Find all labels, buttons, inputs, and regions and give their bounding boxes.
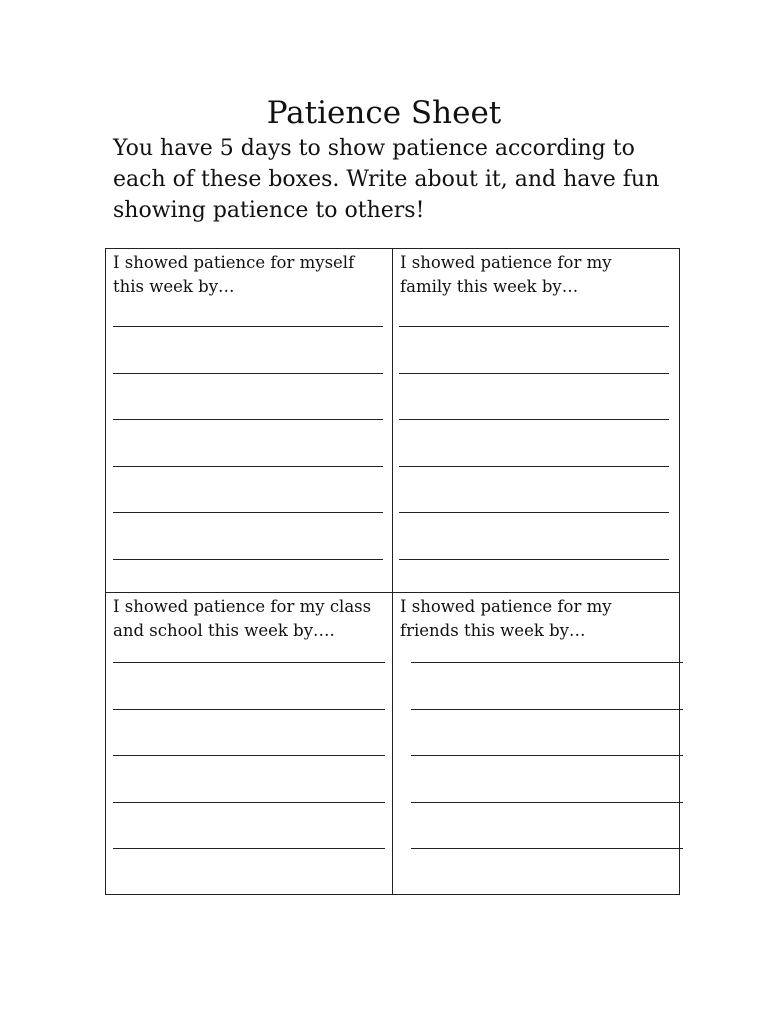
writing-line[interactable]	[399, 512, 669, 513]
box-friends	[393, 593, 679, 894]
box-class-school	[106, 593, 393, 894]
prompt-line: I showed patience for myself	[113, 253, 355, 272]
prompt-line: I showed patience for my	[400, 253, 612, 272]
box-prompt	[113, 251, 385, 299]
writing-line[interactable]	[113, 326, 383, 327]
box-prompt	[400, 595, 672, 643]
writing-line[interactable]	[399, 326, 669, 327]
instructions-line: showing patience to others!	[113, 198, 425, 223]
prompt-line: I showed patience for my class	[113, 597, 372, 616]
writing-line[interactable]	[113, 709, 385, 710]
prompt-line: family this week by…	[400, 277, 579, 296]
writing-line[interactable]	[113, 419, 383, 420]
writing-line[interactable]	[399, 559, 669, 560]
writing-line[interactable]	[411, 709, 683, 710]
box-prompt	[113, 595, 385, 643]
instructions-line: each of these boxes. Write about it, and have fun	[113, 167, 660, 192]
writing-line[interactable]	[113, 559, 383, 560]
prompt-line: and school this week by….	[113, 621, 335, 640]
page-title: Patience Sheet	[266, 95, 502, 131]
writing-line[interactable]	[113, 802, 385, 803]
box-myself	[106, 249, 393, 593]
prompt-line: this week by…	[113, 277, 235, 296]
instructions-line: You have 5 days to show patience according to	[113, 136, 635, 161]
writing-line[interactable]	[113, 662, 385, 663]
writing-line[interactable]	[399, 466, 669, 467]
writing-line[interactable]	[113, 512, 383, 513]
writing-line[interactable]	[113, 755, 385, 756]
writing-line[interactable]	[411, 755, 683, 756]
prompt-line: friends this week by…	[400, 621, 586, 640]
box-family	[393, 249, 679, 593]
writing-line[interactable]	[113, 848, 385, 849]
writing-line[interactable]	[113, 466, 383, 467]
writing-line[interactable]	[411, 848, 683, 849]
writing-line[interactable]	[399, 419, 669, 420]
patience-grid	[105, 248, 680, 895]
box-prompt	[400, 251, 672, 299]
prompt-line: I showed patience for my	[400, 597, 612, 616]
writing-line[interactable]	[399, 373, 669, 374]
instructions	[113, 133, 673, 226]
writing-line[interactable]	[113, 373, 383, 374]
writing-line[interactable]	[411, 662, 683, 663]
writing-line[interactable]	[411, 802, 683, 803]
